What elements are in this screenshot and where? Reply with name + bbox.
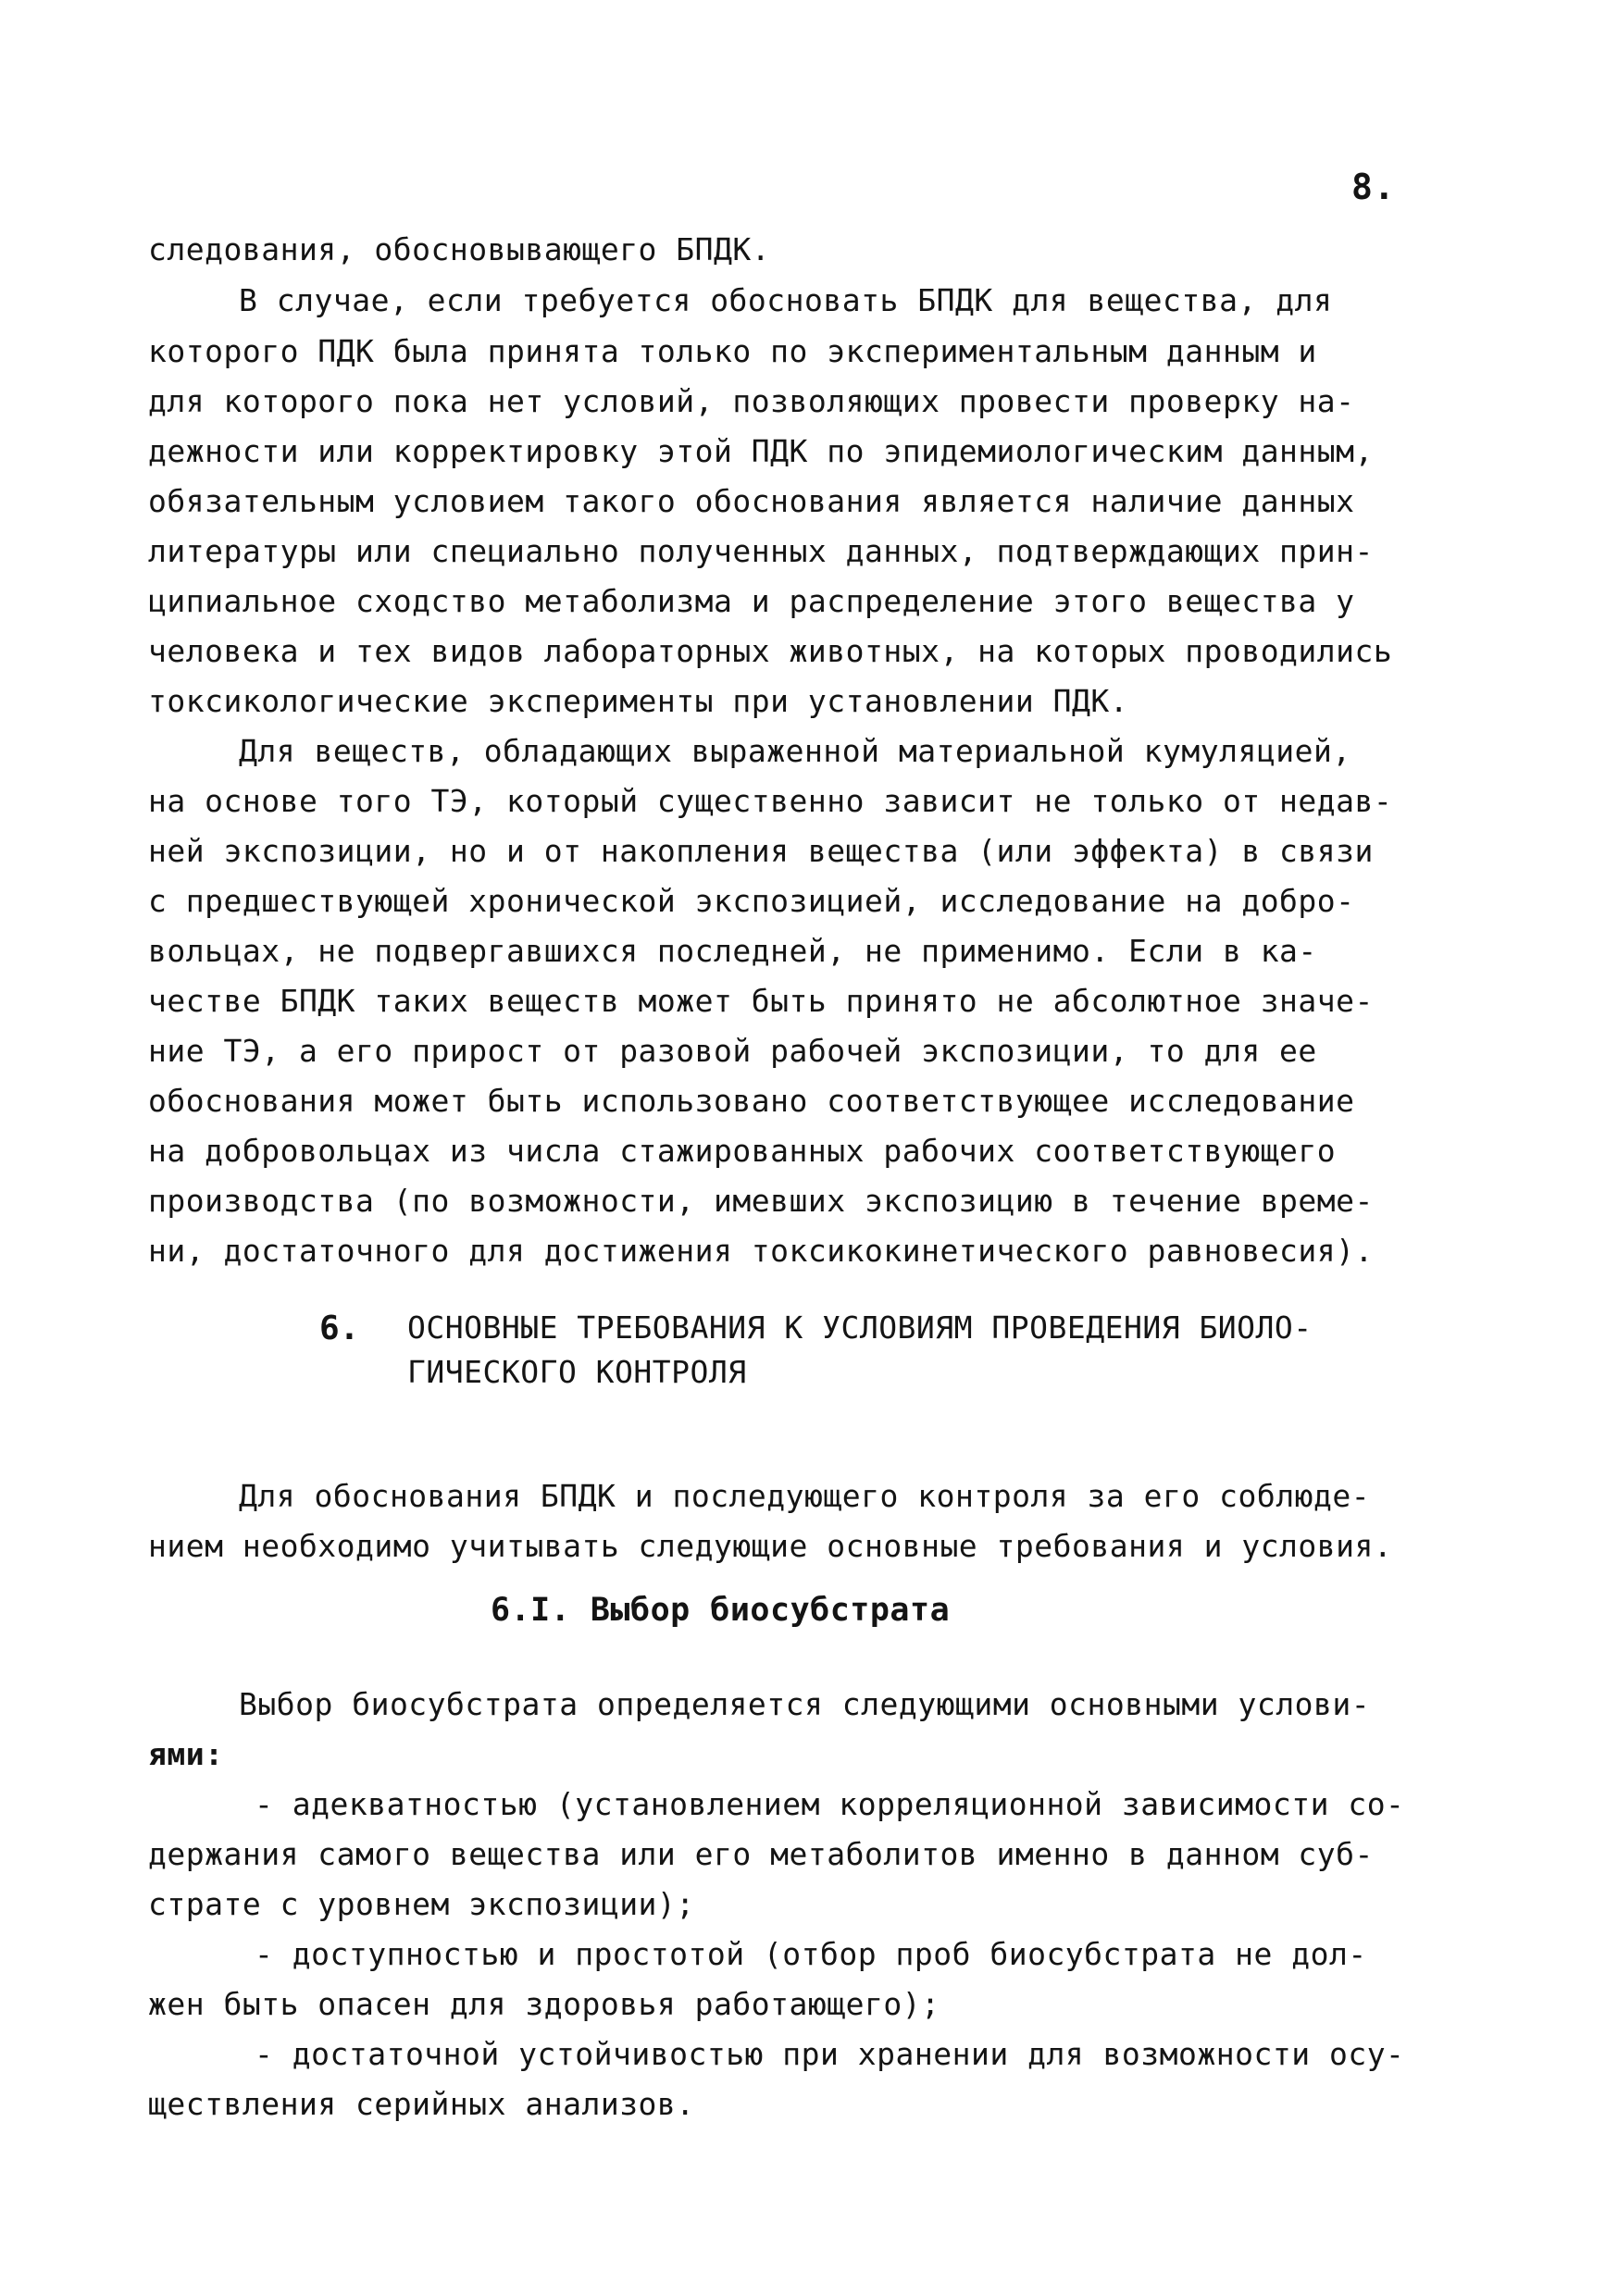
paragraph-line: дежности или корректировку этой ПДК по эпидемиологическим данным, (148, 433, 1374, 469)
section-title-continued: ГИЧЕСКОГО КОНТРОЛЯ (407, 1354, 747, 1390)
paragraph-line: следования, обосновывающего БПДК. (148, 231, 771, 267)
list-item-line: держания самого вещества или его метаболитов именно в данном суб- (148, 1836, 1374, 1872)
list-item-line: - адекватностью (установлением корреляционной зависимости со- (255, 1786, 1405, 1822)
paragraph-line: на добровольцах из числа стажированных рабочих соответствующего (148, 1133, 1337, 1169)
paragraph-line: Выбор биосубстрата определяется следующими основными услови- (239, 1686, 1371, 1722)
section-number: 6. (319, 1309, 360, 1347)
paragraph-line: на основе того ТЭ, который существенно зависит не только от недав- (148, 783, 1393, 819)
paragraph-line: вольцах, не подвергавшихся последней, не применимо. Если в ка- (148, 933, 1317, 969)
paragraph-line: ями: (148, 1736, 224, 1772)
subsection-title: 6.I. Выбор биосубстрата (491, 1592, 951, 1629)
paragraph-line: ние ТЭ, а его прирост от разовой рабочей экспозиции, то для ее (148, 1033, 1317, 1069)
paragraph-line: честве БПДК таких веществ может быть принято не абсолютное значе- (148, 983, 1374, 1019)
paragraph-line: которого ПДК была принята только по экспериментальным данным и (148, 333, 1317, 369)
paragraph-line: для которого пока нет условий, позволяющих провести проверку на- (148, 383, 1355, 419)
paragraph-line: обоснования может быть использовано соответствующее исследование (148, 1083, 1355, 1119)
paragraph-line: Для обоснования БПДК и последующего контроля за его соблюде- (239, 1478, 1371, 1514)
paragraph-line: обязательным условием такого обоснования является наличие данных (148, 483, 1355, 519)
list-item-line: жен быть опасен для здоровья работающего); (148, 1986, 940, 2022)
list-item-line: страте с уровнем экспозиции); (148, 1886, 695, 1922)
paragraph-line: человека и тех видов лабораторных животных, на которых проводились (148, 633, 1393, 669)
paragraph-line: нием необходимо учитывать следующие основные требования и условия. (148, 1528, 1393, 1564)
paragraph-line: Для веществ, обладающих выраженной материальной кумуляцией, (239, 733, 1351, 769)
paragraph-line: ципиальное сходство метаболизма и распределение этого вещества у (148, 583, 1355, 619)
list-item-line: ществления серийных анализов. (148, 2086, 695, 2122)
paragraph-line: В случае, если требуется обосновать БПДК для вещества, для (239, 282, 1333, 318)
paragraph-line: токсикологические эксперименты при установлении ПДК. (148, 683, 1129, 719)
paragraph-line: литературы или специально полученных данных, подтверждающих прин- (148, 533, 1374, 569)
list-item-line: - доступностью и простотой (отбор проб биосубстрата не дол- (255, 1936, 1367, 1972)
paragraph-line: с предшествующей хронической экспозицией, исследование на добро- (148, 883, 1355, 919)
list-item-line: - достаточной устойчивостью при хранении для возможности осу- (255, 2036, 1405, 2072)
section-title: ОСНОВНЫЕ ТРЕБОВАНИЯ К УСЛОВИЯМ ПРОВЕДЕНИЯ БИОЛО- (407, 1309, 1313, 1346)
page-number: 8. (1351, 167, 1396, 207)
paragraph-line: ни, достаточного для достижения токсикокинетического равновесия). (148, 1233, 1374, 1269)
paragraph-line: ней экспозиции, но и от накопления вещества (или эффекта) в связи (148, 833, 1374, 869)
paragraph-line: производства (по возможности, имевших экспозицию в течение време- (148, 1183, 1374, 1219)
